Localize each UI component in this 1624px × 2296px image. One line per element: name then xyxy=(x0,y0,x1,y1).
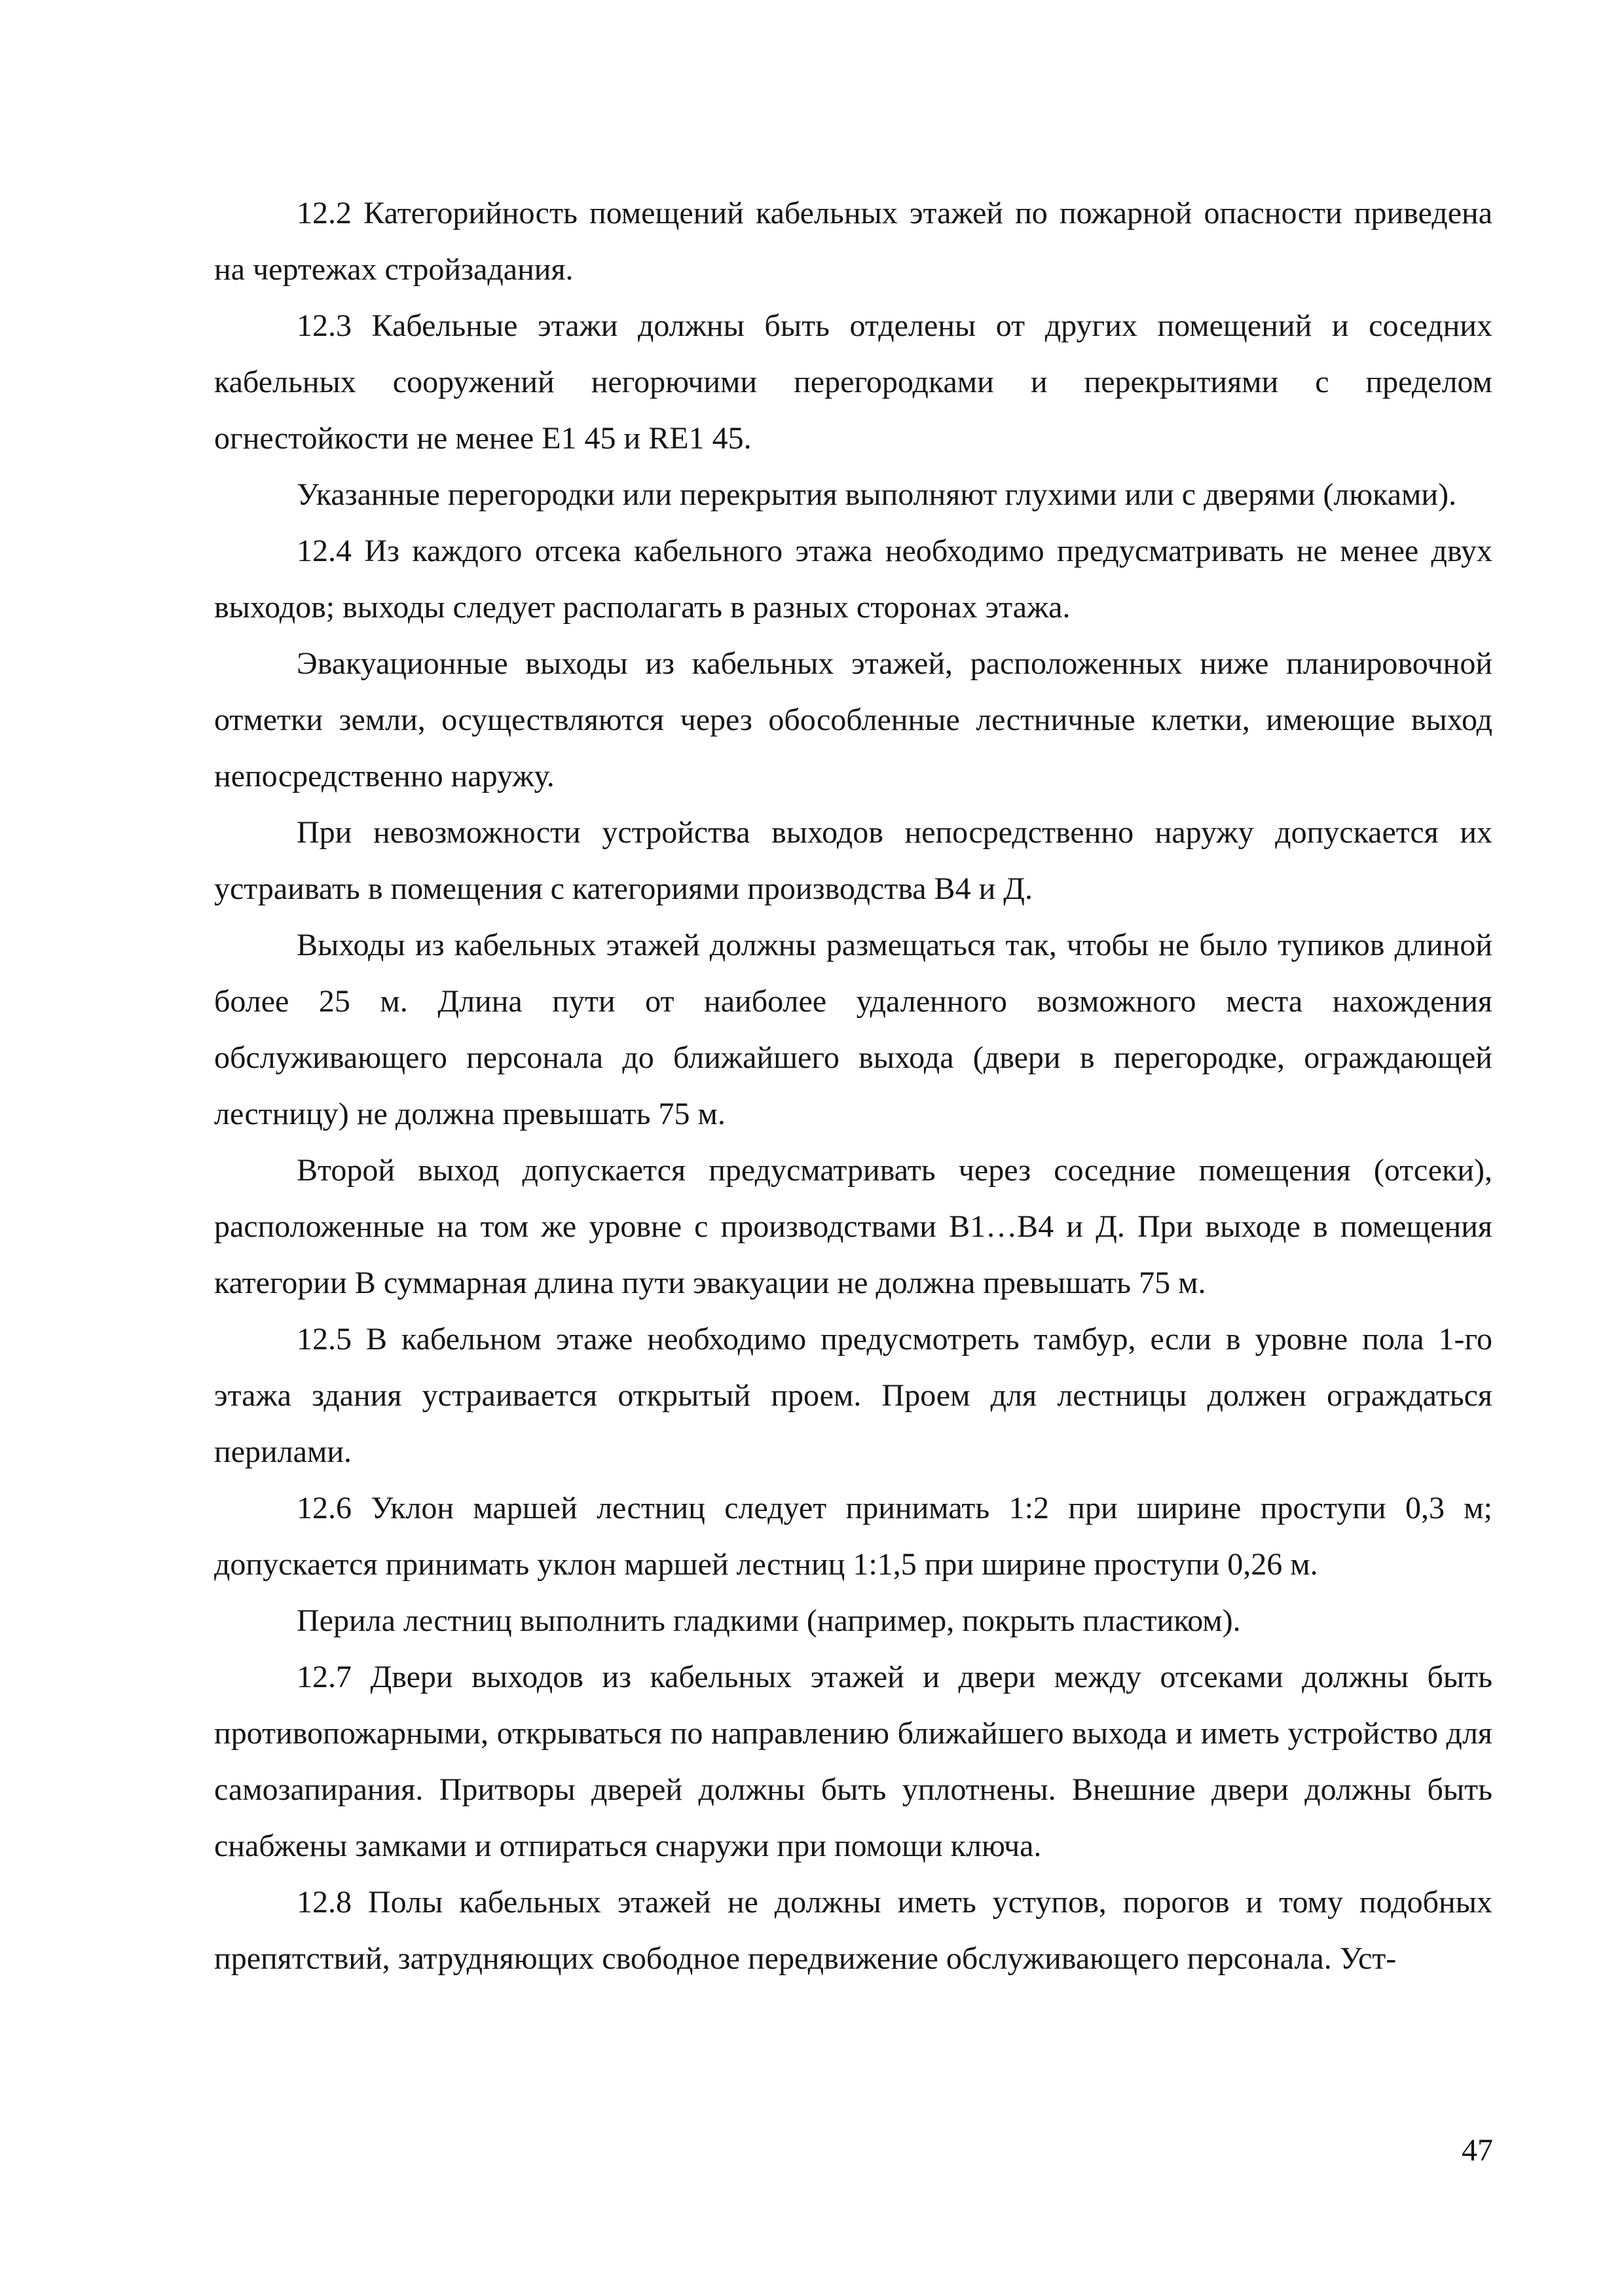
paragraph-12-5: 12.5 В кабельном этаже необходимо предусмотреть тамбур, если в уровне пола 1-го этажа здания устраивается открытый проем. Проем для лестницы должен ограждаться перилами. xyxy=(214,1322,1492,1469)
body-text xyxy=(214,185,1492,1987)
paragraph-12-7: 12.7 Двери выходов из кабельных этажей и двери между отсеками должны быть противопожарными, открываться по направлению ближайшего выхода и иметь устройство для самозапирания. Притворы дверей должны быть уплотнены. Внешние двери должны быть снабжены замками и отпираться снаружи при помощи ключа. xyxy=(214,1660,1492,1863)
paragraph-12-3: 12.3 Кабельные этажи должны быть отделены от других помещений и соседних кабельных сооружений негорючими перегородками и перекрытиями с пределом огнестойкости не менее E1 45 и RE1 45. xyxy=(214,308,1492,456)
paragraph-exit-alternatives: При невозможности устройства выходов непосредственно наружу допускается их устраивать в помещения с категориями производства В4 и Д. xyxy=(214,815,1492,906)
page-number: 47 xyxy=(1462,2133,1493,2168)
paragraph-railings: Перила лестниц выполнить гладкими (например, покрыть пластиком). xyxy=(297,1603,1241,1638)
paragraph-12-4: 12.4 Из каждого отсека кабельного этажа необходимо предусматривать не менее двух выходов; выходы следует располагать в разных сторонах этажа. xyxy=(214,534,1492,625)
paragraph-12-2: 12.2 Категорийность помещений кабельных этажей по пожарной опасности приведена на чертежах стройзадания. xyxy=(214,196,1492,287)
paragraph-evacuation-exits: Эвакуационные выходы из кабельных этажей, расположенных ниже планировочной отметки земли, осуществляются через обособленные лестничные клетки, имеющие выход непосредственно наружу. xyxy=(214,646,1492,793)
paragraph-exit-placement: Выходы из кабельных этажей должны размещаться так, чтобы не было тупиков длиной более 25 м. Длина пути от наиболее удаленного возможного места нахождения обслуживающего персонала до ближайшего выхода (двери в перегородке, ограждающей лестницу) не должна превышать 75 м. xyxy=(214,928,1492,1131)
paragraph-partitions: Указанные перегородки или перекрытия выполняют глухими или с дверями (люками). xyxy=(297,477,1457,512)
paragraph-second-exit: Второй выход допускается предусматривать через соседние помещения (отсеки), расположенные на том же уровне с производствами В1…В4 и Д. При выходе в помещения категории В суммарная длина пути эвакуации не должна превышать 75 м. xyxy=(214,1153,1492,1300)
paragraph-12-8: 12.8 Полы кабельных этажей не должны иметь уступов, порогов и тому подобных препятствий, затрудняющих свободное передвижение обслуживающего персонала. Уст- xyxy=(214,1885,1492,1976)
paragraph-12-6: 12.6 Уклон маршей лестниц следует принимать 1:2 при ширине проступи 0,3 м; допускается принимать уклон маршей лестниц 1:1,5 при ширине проступи 0,26 м. xyxy=(214,1491,1492,1582)
